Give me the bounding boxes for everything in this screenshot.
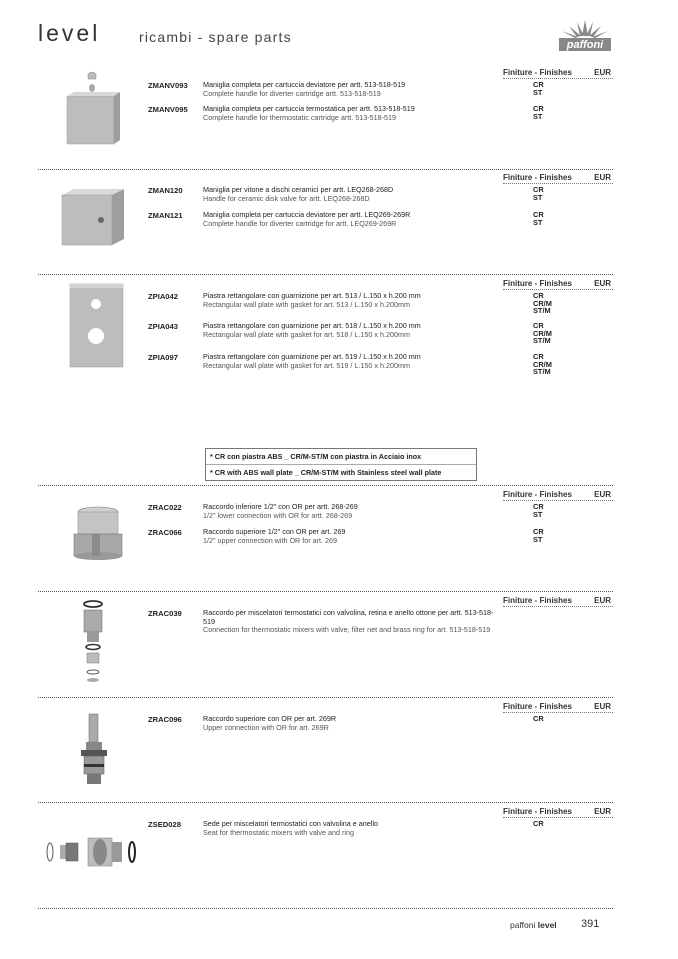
page-number: 391 [581, 918, 600, 930]
product-code: ZMANV095 [148, 105, 188, 114]
footer-brand: paffoni level [510, 920, 557, 930]
finishes-header: Finiture - Finishes EUR [503, 68, 611, 77]
finishes-list: CR ST [533, 185, 544, 202]
finishes-list: CR ST [533, 502, 544, 519]
finishes-list: CR [533, 819, 544, 828]
finishes-list: CR CR/M ST/M [533, 291, 552, 316]
product-image-upper-connection [76, 712, 112, 788]
product-description: Raccordo inferiore 1/2" con OR per artt. 268-269 1/2" lower connection with OR for artt. 268-269 [203, 502, 358, 520]
section-divider [38, 169, 613, 170]
section-divider [38, 697, 613, 698]
finishes-header: Finiture - Finishes EUR [503, 807, 611, 816]
finishes-header: Finiture - Finishes EUR [503, 490, 611, 499]
finishes-header: Finiture - Finishes EUR [503, 702, 611, 711]
section-divider [38, 591, 613, 592]
section-divider [38, 485, 613, 486]
product-code: ZMANV093 [148, 81, 188, 90]
product-code: ZPIA043 [148, 322, 178, 331]
product-image-handle-cube [60, 70, 130, 150]
product-code: ZPIA097 [148, 353, 178, 362]
section-divider [38, 802, 613, 803]
finishes-header: Finiture - Finishes EUR [503, 279, 611, 288]
product-description: Raccordo superiore 1/2" con OR per art. 269 1/2" upper connection with OR for art. 269 [203, 527, 346, 545]
product-description: Maniglia per vitone a dischi ceramici per artt. LEQ268-268D Handle for ceramic disk valve for artt. LEQ268-268D [203, 185, 394, 203]
finishes-list: CR ST [533, 104, 544, 121]
product-code: ZMAN121 [148, 211, 183, 220]
finish-note-box [205, 448, 477, 481]
product-description: Piastra rettangolare con guarnizione per art. 519 / L.150 x h.200 mm Rectangular wall plate with gasket for art. 519 / L.150 x h.200mm [203, 352, 421, 370]
product-description: Raccordo superiore con OR per art. 269R Upper connection with OR for art. 269R [203, 714, 337, 732]
product-code: ZRAC066 [148, 528, 182, 537]
note-italian: * CR con piastra ABS _ CR/M-ST/M con piastra in Acciaio inox [210, 452, 422, 461]
finishes-list: CR CR/M ST/M [533, 352, 552, 377]
product-code: ZRAC022 [148, 503, 182, 512]
product-code: ZMAN120 [148, 186, 183, 195]
finishes-list: CR ST [533, 527, 544, 544]
finishes-header: Finiture - Finishes EUR [503, 596, 611, 605]
product-description: Piastra rettangolare con guarnizione per art. 513 / L.150 x h.200 mm Rectangular wall plate with gasket for art. 513 / L.150 x h.200mm [203, 291, 421, 309]
product-description: Maniglia completa per cartuccia deviatore per artt. LEQ269-269R Complete handle for diverter cartridge for artt. LEQ269-269R [203, 210, 411, 228]
finishes-list: CR ST [533, 210, 544, 227]
product-image-connector [68, 504, 128, 564]
section-divider [38, 908, 613, 909]
product-image-handle-knob [58, 185, 133, 250]
product-description: Maniglia completa per cartuccia deviatore per artt. 513-518-519 Complete handle for diverter cartridge artt. 513-518-519 [203, 80, 406, 98]
product-code: ZSED028 [148, 820, 181, 829]
product-code: ZRAC096 [148, 715, 182, 724]
product-description: Raccordo per miscelatori termostatici con valvolina, retina e anello ottone per artt. 513-518-519 Connection for thermostatic mixers with valve, filter net and brass ring for art. 513-518-519 [203, 608, 494, 635]
product-description: Sede per miscelatori termostatici con valvolina e anello Seat for thermostatic mixers with valve and ring [203, 819, 378, 837]
product-image-thermostatic-connection [78, 598, 108, 686]
product-code: ZPIA042 [148, 292, 178, 301]
paffoni-logo [555, 16, 615, 56]
section-divider [38, 274, 613, 275]
finishes-list: CR CR/M ST/M [533, 321, 552, 346]
logo-text: paffoni [566, 39, 604, 51]
product-image-wall-plate [66, 280, 126, 370]
finishes-header: Finiture - Finishes EUR [503, 173, 611, 182]
product-description: Piastra rettangolare con guarnizione per art. 518 / L.150 x h.200 mm Rectangular wall plate with gasket for art. 518 / L.150 x h.200mm [203, 321, 421, 339]
finishes-list: CR ST [533, 80, 544, 97]
finishes-list: CR [533, 714, 544, 723]
product-description: Maniglia completa per cartuccia termostatica per artt. 513-518-519 Complete handle for thermostatic cartridge artt. 513-518-519 [203, 104, 415, 122]
page-subtitle: ricambi - spare parts [139, 29, 292, 45]
note-english: * CR with ABS wall plate _ CR/M-ST/M with Stainless steel wall plate [206, 464, 476, 480]
collection-title: level [38, 20, 101, 46]
product-image-seat [40, 832, 140, 872]
product-code: ZRAC039 [148, 609, 182, 618]
